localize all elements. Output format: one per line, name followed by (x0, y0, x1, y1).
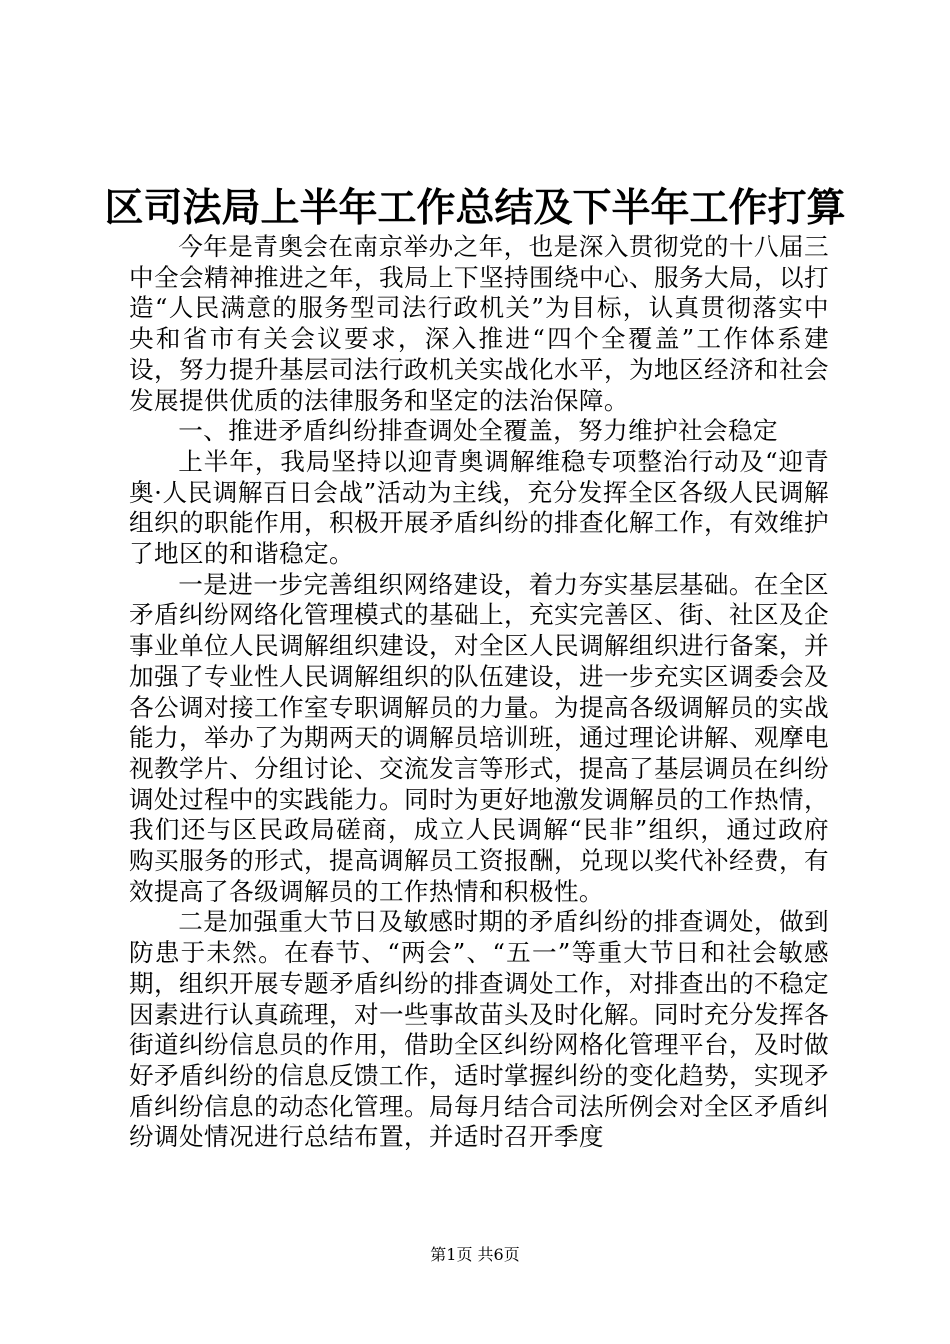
paragraph-point-two: 二是加强重大节日及敏感时期的矛盾纠纷的排查调处，做到防患于未然。在春节、“两会”、“五一”等重大节日和社会敏感期，组织开展专题矛盾纠纷的排查调处工作，对排查出的不稳定因素进行认真疏理，对一些事故苗头及时化解。同时充分发挥各街道纠纷信息员的作用，借助全区纠纷网格化管理平台，及时做好矛盾纠纷的信息反馈工作，适时掌握纠纷的变化趋势，实现矛盾纠纷信息的动态化管理。局每月结合司法所例会对全区矛盾纠纷调处情况进行总结布置，并适时召开季度 (129, 907, 829, 1152)
paragraph-intro: 今年是青奥会在南京举办之年，也是深入贯彻党的十八届三中全会精神推进之年，我局上下坚持围绕中心、服务大局，以打造“人民满意的服务型司法行政机关”为目标，认真贯彻落实中央和省市有关会议要求，深入推进“四个全覆盖”工作体系建设，努力提升基层司法行政机关实战化水平，为地区经济和社会发展提供优质的法律服务和坚定的法治保障。 (129, 232, 829, 415)
document-title: 区司法局上半年工作总结及下半年工作打算 (104, 185, 846, 231)
page-footer: 第1页 共6页 (430, 1245, 520, 1264)
paragraph-summary: 上半年，我局坚持以迎青奥调解维稳专项整治行动及“迎青奥·人民调解百日会战”活动为主线，充分发挥全区各级人民调解组织的职能作用，积极开展矛盾纠纷的排查化解工作，有效维护了地区的和谐稳定。 (129, 446, 829, 569)
paragraph-point-one: 一是进一步完善组织网络建设，着力夯实基层基础。在全区矛盾纠纷网络化管理模式的基础上，充实完善区、街、社区及企事业单位人民调解组织建设，对全区人民调解组织进行备案，并加强了专业性人民调解组织的队伍建设，进一步充实区调委会及各公调对接工作室专职调解员的力量。为提高各级调解员的实战能力，举办了为期两天的调解员培训班，通过理论讲解、观摩电视教学片、分组讨论、交流发言等形式，提高了基层调员在纠纷调处过程中的实践能力。同时为更好地激发调解员的工作热情，我们还与区民政局磋商，成立人民调解“民非”组织，通过政府购买服务的形式，提高调解员工资报酬，兑现以奖代补经费，有效提高了各级调解员的工作热情和积极性。 (129, 569, 829, 906)
document-body (129, 232, 829, 1153)
section-heading: 一、推进矛盾纠纷排查调处全覆盖，努力维护社会稳定 (178, 416, 779, 446)
